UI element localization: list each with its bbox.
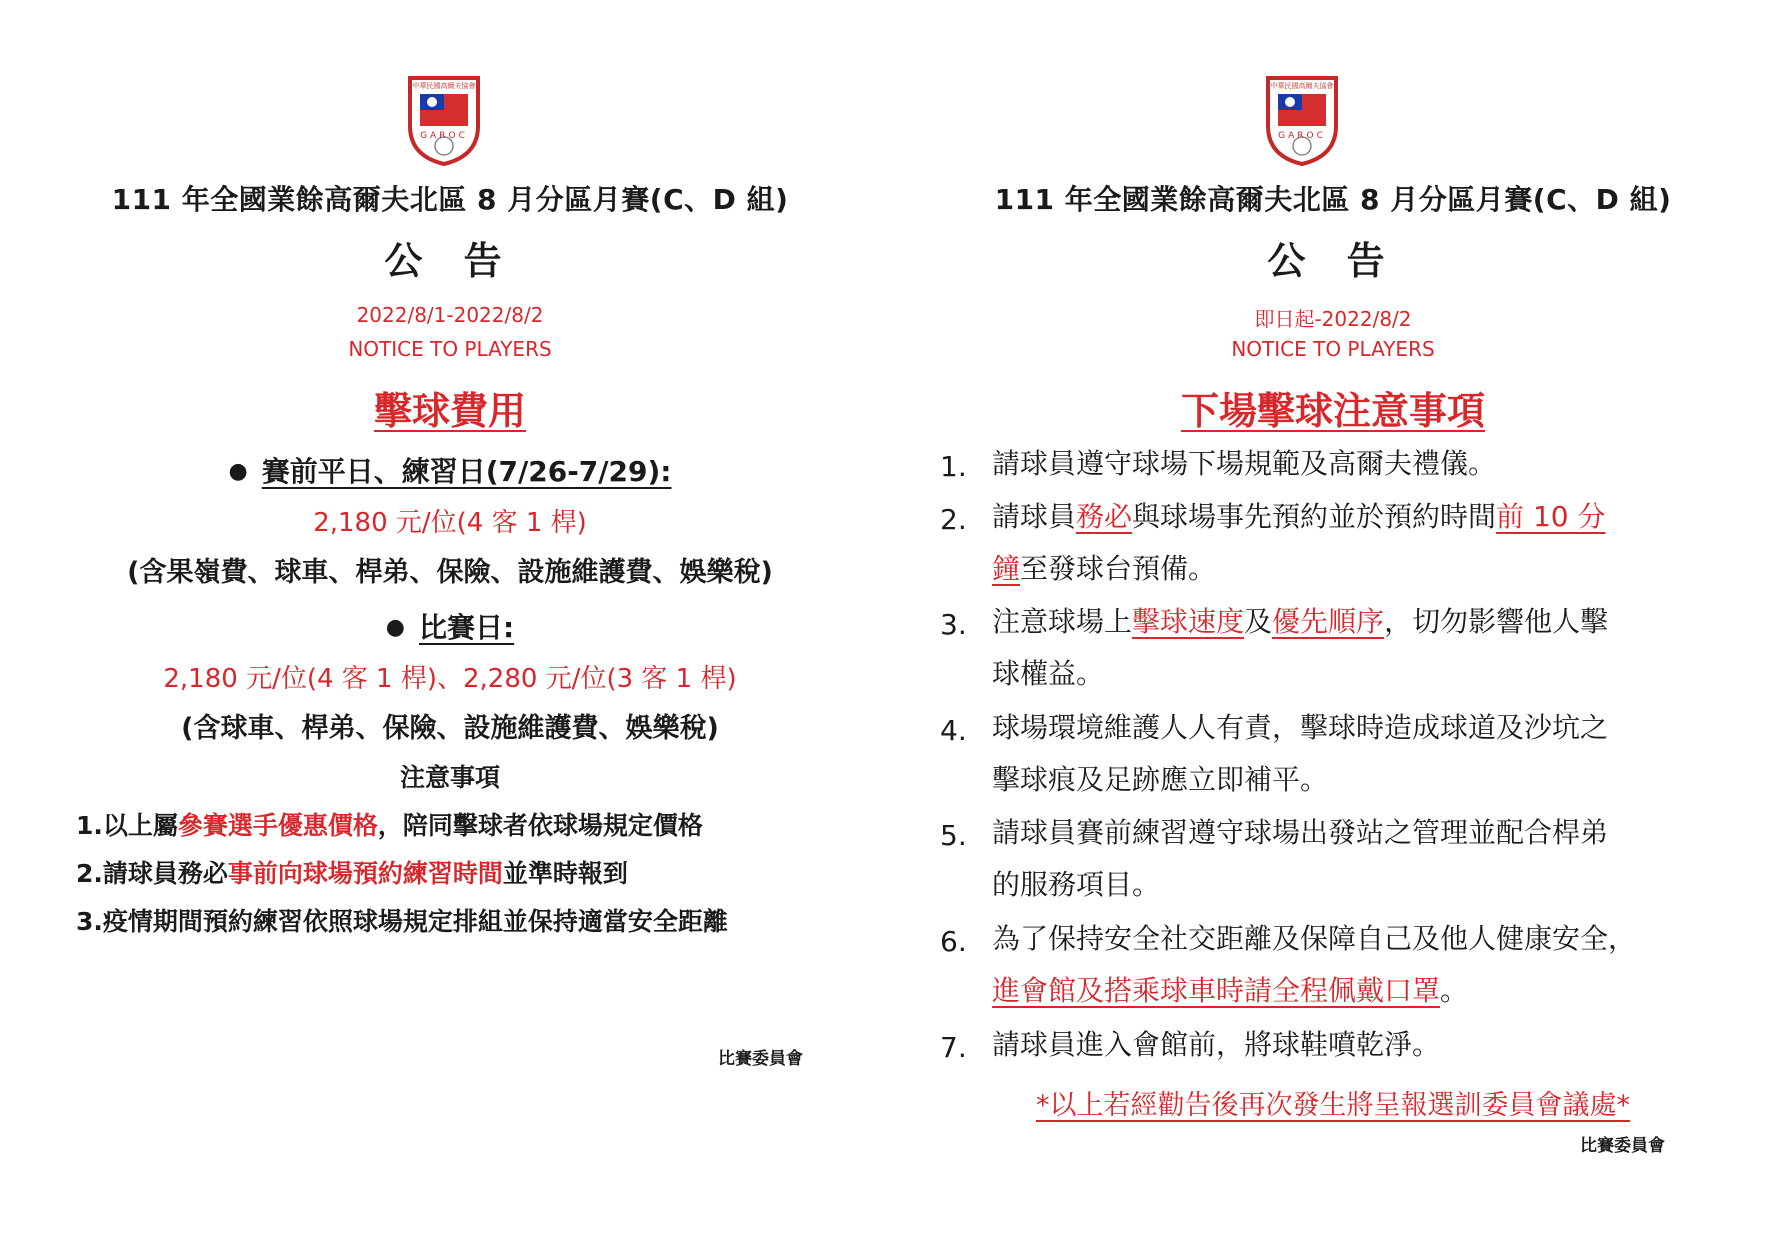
logo-top-text: 中華民國高爾夫協會: [412, 82, 476, 90]
tournament-heading: 111 年全國業餘高爾夫北區 8 月分區月賽(C、D 組): [111, 183, 789, 216]
list-item: 球場環境維護人人有責，擊球時造成球道及沙坑之 擊球痕及足跡應立即補平。: [992, 711, 1609, 796]
logo-shield-icon: [404, 72, 484, 166]
notes-title: 注意事項: [399, 763, 500, 792]
logo-bottom-text: GAROC: [1278, 131, 1326, 141]
note-highlight: 參賽選手優惠價格: [177, 811, 378, 840]
note-item: 1.以上屬參賽選手優惠價格，陪同擊球者依球場規定價格: [76, 811, 703, 840]
notice-english: NOTICE TO PLAYERS: [1231, 337, 1435, 361]
note-item: 3.疫情期間預約練習依照球場規定排組並保持適當安全距離: [76, 907, 728, 936]
notice-english: NOTICE TO PLAYERS: [348, 337, 552, 361]
association-logo: [404, 72, 484, 166]
matchday-label: 比賽日:: [419, 611, 515, 644]
item-number: 7.: [940, 1031, 967, 1064]
warning-wrap: [900, 1083, 1766, 1122]
tournament-heading: 111 年全國業餘高爾夫北區 8 月分區月賽(C、D 組): [994, 183, 1672, 216]
note-highlight: 事前向球場預約練習時間: [227, 859, 503, 888]
right-notice-panel: [900, 0, 1766, 1241]
list-item: 注意球場上擊球速度及優先順序，切勿影響他人擊 球權益。: [992, 605, 1609, 690]
weekday-price: 2,180 元/位(4 客 1 桿): [313, 508, 587, 538]
logo-bottom-text: GAROC: [420, 131, 468, 141]
logo-top-text: 中華民國高爾夫協會: [1270, 82, 1334, 90]
item-number: 6.: [940, 925, 967, 958]
list-item: 請球員遵守球場下場規範及高爾夫禮儀。: [992, 447, 1497, 480]
list-item: 請球員賽前練習遵守球場出發站之管理並配合桿弟 的服務項目。: [992, 816, 1609, 901]
matchday-price: 2,180 元/位(4 客 1 桿)、2,280 元/位(3 客 1 桿): [163, 664, 737, 694]
list-item: 請球員進入會館前，將球鞋噴乾淨。: [992, 1028, 1441, 1061]
weekday-includes: (含果嶺費、球車、桿弟、保險、設施維護費、娛樂稅): [127, 557, 773, 588]
notice-title: 公 告: [1267, 239, 1399, 283]
section-title-wrap: [0, 380, 900, 435]
weekday-label: 賽前平日、練習日(7/26-7/29):: [261, 455, 672, 488]
notice-date: 2022/8/1-2022/8/2: [356, 303, 544, 327]
item-number: 5.: [940, 819, 967, 852]
association-logo: [1262, 72, 1342, 166]
weekday-heading: [0, 450, 900, 490]
bullet-icon: ●: [228, 459, 248, 484]
item-number: 1.: [940, 450, 967, 483]
list-item: 為了保持安全社交距離及保障自己及他人健康安全， 進會館及搭乘球車時請全程佩戴口罩。: [992, 922, 1637, 1007]
section-title: 擊球費用: [373, 389, 526, 433]
item-number: 3.: [940, 608, 967, 641]
warning-text: *以上若經勸告後再次發生將呈報選訓委員會議處*: [1036, 1090, 1630, 1121]
matchday-includes: (含球車、桿弟、保險、設施維護費、娛樂稅): [181, 713, 719, 744]
section-title-wrap: [900, 380, 1766, 435]
committee-signoff: 比賽委員會: [1580, 1136, 1665, 1156]
item-number: 4.: [940, 714, 967, 747]
bullet-icon: ●: [385, 615, 405, 640]
committee-signoff: 比賽委員會: [718, 1049, 803, 1069]
note-item: 2.請球員務必事前向球場預約練習時間並準時報到: [76, 859, 628, 888]
logo-shield-icon: [1262, 72, 1342, 166]
notice-title: 公 告: [384, 239, 516, 283]
section-title: 下場擊球注意事項: [1180, 389, 1485, 433]
matchday-heading: [0, 606, 900, 646]
notice-date: 即日起-2022/8/2: [1254, 307, 1412, 331]
list-item: 請球員務必與球場事先預約並於預約時間前 10 分 鐘至發球台預備。: [992, 500, 1606, 585]
item-number: 2.: [940, 503, 967, 536]
